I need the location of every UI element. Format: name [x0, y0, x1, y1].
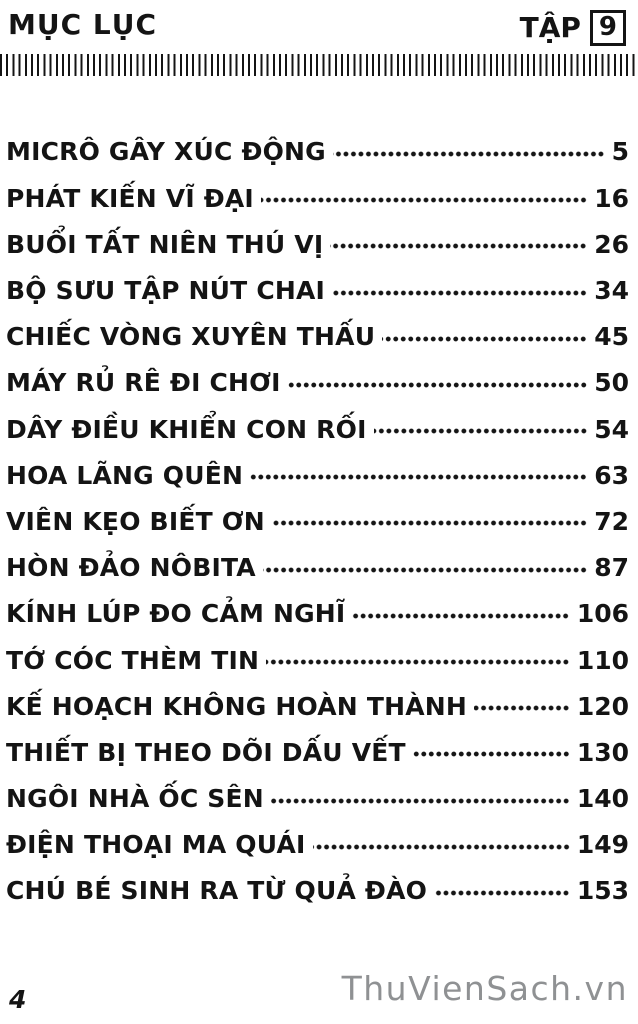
toc-entry: [6, 221, 629, 267]
volume-number-badge: 9: [590, 10, 626, 46]
toc-entry: [6, 498, 629, 544]
dotted-leader: [250, 474, 587, 480]
toc-entry: [6, 545, 629, 591]
toc-entry: [6, 314, 629, 360]
toc-entry: [6, 360, 629, 406]
toc-entry: [6, 729, 629, 775]
toc-entry-page: 120: [576, 691, 629, 721]
toc-entry-page: 26: [594, 229, 629, 259]
toc-entry: [6, 591, 629, 637]
toc-entry: [6, 175, 629, 221]
toc-entry-page: 110: [576, 645, 629, 675]
toc-entry-page: 63: [594, 460, 629, 490]
toc-entry-page: 45: [594, 322, 629, 352]
dotted-leader: [272, 520, 587, 526]
dotted-leader: [332, 290, 587, 296]
toc-entry: [6, 637, 629, 683]
toc-entry-title: MÁY RỦ RÊ ĐI CHƠI: [6, 368, 281, 398]
toc-entry-title: CHIẾC VÒNG XUYÊN THẤU: [6, 322, 376, 352]
toc-entry-page: 149: [576, 830, 629, 860]
toc-entry: [6, 452, 629, 498]
toc-entry-title: BUỔI TẤT NIÊN THÚ VỊ: [6, 229, 324, 259]
volume-indicator: [520, 10, 626, 46]
toc-entry-page: 87: [594, 553, 629, 583]
dotted-leader: [288, 382, 588, 388]
dotted-leader: [382, 336, 587, 342]
toc-entry-title: KẾ HOẠCH KHÔNG HOÀN THÀNH: [6, 691, 467, 721]
dotted-leader: [330, 243, 587, 249]
toc-list: [0, 129, 638, 914]
toc-entry-page: 50: [594, 368, 629, 398]
dotted-leader: [474, 705, 570, 711]
toc-entry: [6, 776, 629, 822]
toc-entry-title: ĐIỆN THOẠI MA QUÁI: [6, 830, 306, 860]
toc-entry-page: 34: [594, 276, 629, 306]
dotted-leader: [313, 844, 570, 850]
toc-entry-page: 5: [611, 137, 629, 167]
toc-entry-title: HÒN ĐẢO NÔBITA: [6, 553, 256, 583]
toc-entry-title: KÍNH LÚP ĐO CẢM NGHĨ: [6, 599, 346, 629]
toc-entry: [6, 129, 629, 175]
toc-entry-title: MICRÔ GÂY XÚC ĐỘNG: [6, 137, 326, 167]
toc-entry-title: VIÊN KẸO BIẾT ƠN: [6, 506, 265, 536]
toc-entry-title: TỚ CÓC THÈM TIN: [6, 645, 260, 675]
page-header: [0, 0, 638, 46]
toc-entry-page: 16: [594, 183, 629, 213]
barcode-divider: [0, 54, 638, 76]
dotted-leader: [271, 798, 570, 804]
toc-entry: [6, 822, 629, 868]
toc-entry-page: 54: [594, 414, 629, 444]
toc-entry-title: DÂY ĐIỀU KHIỂN CON RỐI: [6, 414, 367, 444]
toc-entry-title: THIẾT BỊ THEO DÕI DẤU VẾT: [6, 737, 406, 767]
toc-entry: [6, 868, 629, 914]
page-number: 4: [9, 985, 27, 1014]
toc-entry-title: HOA LÃNG QUÊN: [6, 460, 244, 490]
dotted-leader: [352, 613, 569, 619]
toc-entry-page: 130: [576, 737, 629, 767]
dotted-leader: [413, 751, 570, 757]
page-title: MỤC LỤC: [8, 8, 158, 41]
toc-entry-title: PHÁT KIẾN VĨ ĐẠI: [6, 183, 254, 213]
dotted-leader: [374, 428, 588, 434]
watermark-text: ThuVienSach.vn: [341, 969, 628, 1008]
toc-entry-page: 106: [576, 599, 629, 629]
toc-entry: [6, 406, 629, 452]
toc-entry: [6, 683, 629, 729]
dotted-leader: [261, 197, 587, 203]
toc-entry-title: CHÚ BÉ SINH RA TỪ QUẢ ĐÀO: [6, 876, 428, 906]
toc-entry-page: 72: [594, 506, 629, 536]
toc-entry-page: 140: [576, 784, 629, 814]
dotted-leader: [434, 890, 570, 896]
volume-label: TẬP: [519, 10, 581, 44]
toc-entry-page: 153: [576, 876, 629, 906]
toc-entry: [6, 267, 629, 313]
dotted-leader: [333, 151, 605, 157]
toc-entry-title: BỘ SƯU TẬP NÚT CHAI: [6, 276, 326, 306]
toc-entry-title: NGÔI NHÀ ỐC SÊN: [6, 784, 264, 814]
dotted-leader: [263, 567, 587, 573]
dotted-leader: [266, 659, 570, 665]
